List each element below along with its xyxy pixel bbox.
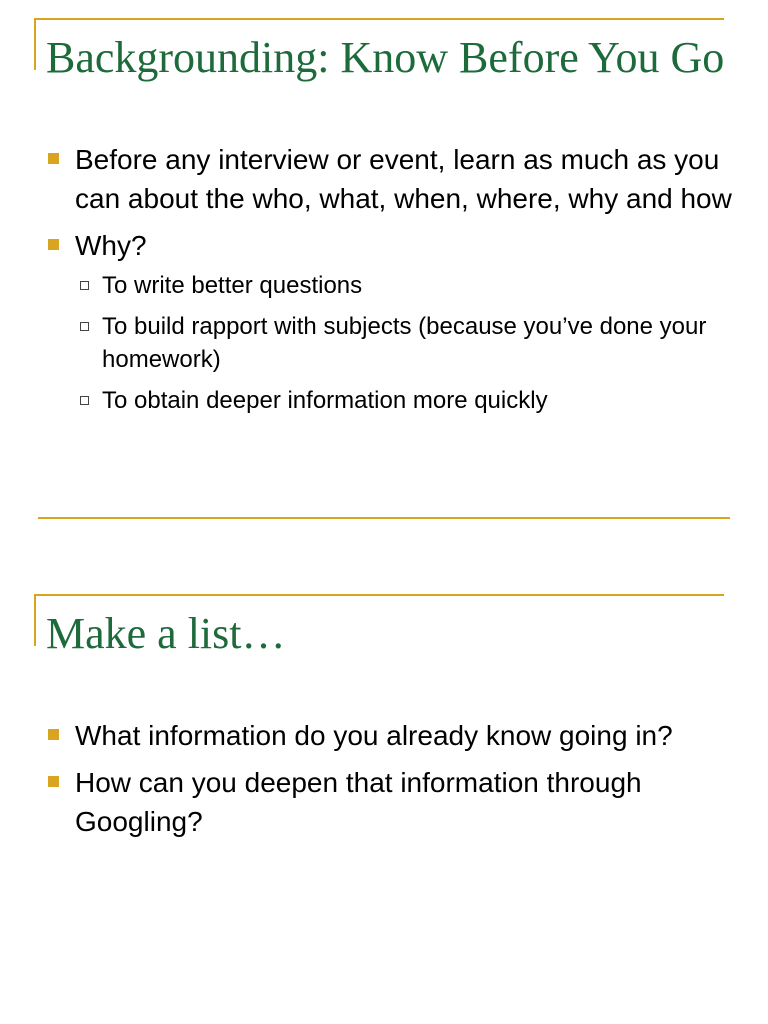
slide-1-subbullet-list <box>75 269 738 417</box>
square-bullet-icon <box>48 239 59 250</box>
slide-2 <box>0 540 768 980</box>
hollow-square-bullet-icon <box>80 322 89 331</box>
bullet-text: How can you deepen that information through Googling? <box>75 767 642 837</box>
subbullet-text: To obtain deeper information more quickly <box>102 387 548 414</box>
bullet-text: Why? <box>75 230 147 261</box>
slide-1-subbullet-3 <box>75 384 738 417</box>
slide-1-subbullet-1 <box>75 269 738 302</box>
square-bullet-icon <box>48 776 59 787</box>
hollow-square-bullet-icon <box>80 396 89 405</box>
subbullet-text: To write better questions <box>102 272 363 299</box>
slide-1-bullet-2 <box>46 226 738 417</box>
slide-1 <box>0 0 768 500</box>
slide-1-left-rule <box>34 18 36 70</box>
slide-2-bullet-2 <box>46 763 738 841</box>
slide-2-bullet-1 <box>46 716 738 755</box>
square-bullet-icon <box>48 729 59 740</box>
slide-1-title: Backgrounding: Know Before You Go <box>46 33 725 82</box>
subbullet-text: To build rapport with subjects (because you’ve done your homework) <box>102 313 707 373</box>
slide-2-top-rule <box>34 594 724 596</box>
slide-2-left-rule <box>34 594 36 646</box>
bullet-text: What information do you already know going in? <box>75 720 673 751</box>
slide-1-bottom-rule <box>38 517 730 519</box>
slide-1-subbullet-2 <box>75 310 738 376</box>
slide-1-bullet-1 <box>46 140 738 218</box>
slide-2-title: Make a list… <box>46 609 286 658</box>
square-bullet-icon <box>48 153 59 164</box>
hollow-square-bullet-icon <box>80 281 89 290</box>
bullet-text: Before any interview or event, learn as much as you can about the who, what, when, where, why and how <box>75 144 732 214</box>
slide-1-top-rule <box>34 18 724 20</box>
slide-2-bullet-list <box>46 716 738 849</box>
slide-1-bullet-list <box>46 140 738 425</box>
